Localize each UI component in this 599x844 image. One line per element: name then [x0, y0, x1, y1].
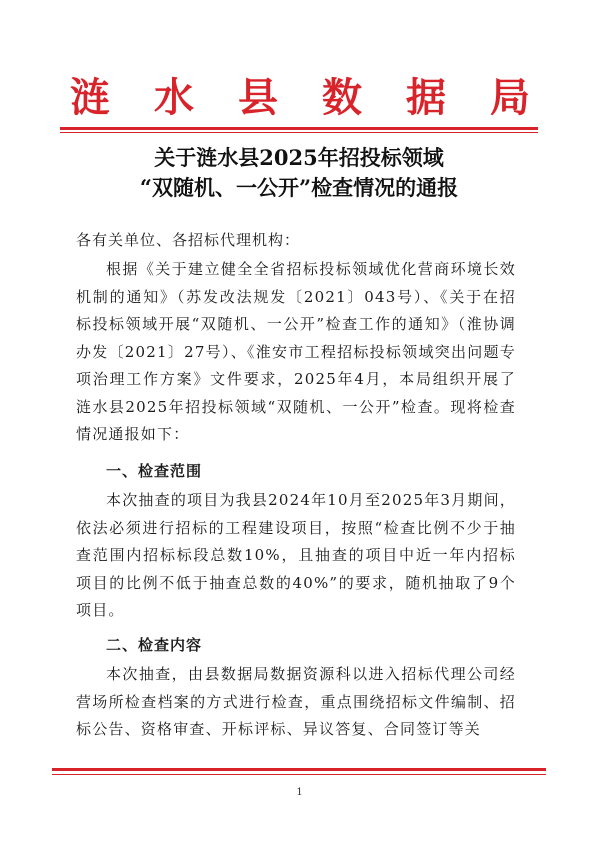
body-paragraph-content: 本次抽查，由县数据局数据资源科以进入招标代理公司经营场所检查档案的方式进行检查，重点围绕招标文件编制、招标公告、资格审查、开标评标、异议答复、合同签订等关 [76, 665, 516, 738]
issuer-header [70, 74, 530, 121]
issuer-header-char: 据 [406, 74, 446, 121]
body-paragraph-basis: 根据《关于建立健全全省招标投标领域优化营商环境长效机制的通知》（苏发改法规发〔2021〕043号）、《关于在招标投标领域开展“双随机、一公开”检查工作的通知》（淮协调办发〔2021〕27号）、《淮安市工程招标投标领域突出问题专项治理工作方案》文件要求，2025年4月，本局组织开展了涟水县2025年招投标领域“双随机、一公开”检查。现将检查情况通报如下： [76, 260, 516, 443]
section-heading-scope: 一、检查范围 [106, 462, 203, 480]
header-divider-thick [60, 127, 538, 130]
page-number: 1 [296, 787, 303, 798]
salutation: 各有关单位、各招标代理机构： [76, 231, 301, 249]
body-paragraph-scope: 本次抽查的项目为我县2024年10月至2025年3月期间，依法必须进行招标的工程建设项目，按照“检查比例不少于抽查范围内招标标段总数10%，且抽查的项目中近一年内招标项目的比例不低于抽查总数的40%”的要求，随机抽取了9个项目。 [76, 491, 516, 619]
header-divider-thin [60, 132, 538, 133]
section-heading-content: 二、检查内容 [106, 636, 203, 654]
footer-divider-thick [52, 768, 546, 771]
issuer-header-char: 县 [238, 74, 278, 121]
document-title-line1: 关于涟水县2025年招投标领域 [154, 145, 444, 170]
issuer-header-char: 涟 [70, 74, 110, 121]
issuer-header-char: 水 [154, 74, 194, 121]
document-title-line2: “双随机、一公开”检查情况的通报 [139, 175, 459, 200]
issuer-header-char: 数 [322, 74, 362, 121]
issuer-header-char: 局 [490, 74, 530, 121]
footer-divider-thin [52, 774, 546, 775]
